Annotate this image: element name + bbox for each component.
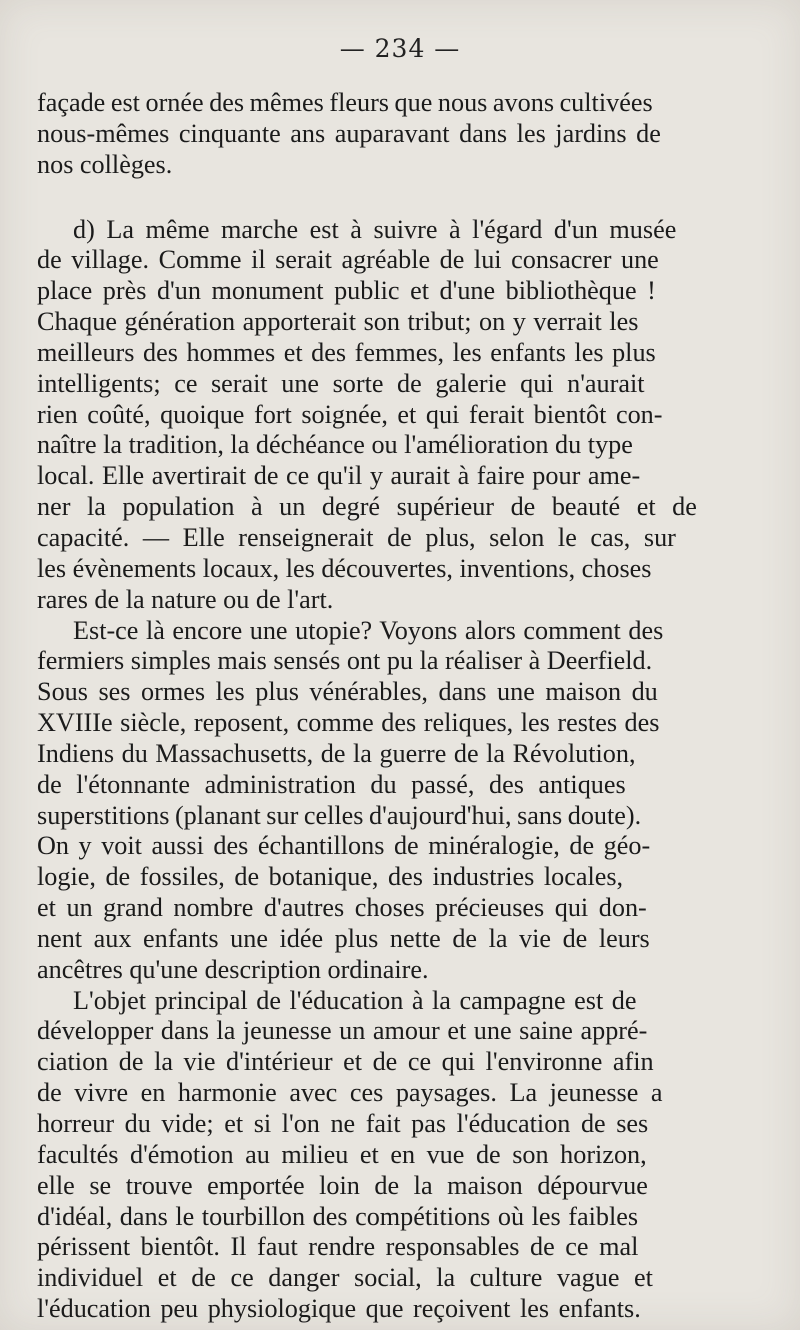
- text-line: Sous ses ormes les plus vénérables, dans une maison du: [37, 677, 658, 707]
- page-number: — 234 —: [339, 34, 461, 63]
- text-line: de l'étonnante administration du passé, des antiques: [37, 769, 626, 799]
- text-line: Est-ce là encore une utopie? Voyons alors comment des: [73, 615, 664, 645]
- text-line: Chaque génération apporterait son tribut; on y verrait les: [37, 307, 639, 337]
- text-line: rares de la nature ou de l'art.: [37, 584, 334, 614]
- text-line: naître la tradition, la déchéance ou l'amélioration du type: [37, 430, 633, 460]
- text-line: ancêtres qu'une description ordinaire.: [37, 954, 429, 984]
- text-line: d) La même marche est à suivre à l'égard d'un musée: [73, 214, 677, 244]
- text-line: façade est ornée des mêmes fleurs que nous avons cultivées: [37, 88, 653, 117]
- text-line: de village. Comme il serait agréable de lui consacrer une: [37, 245, 659, 275]
- text-line: horreur du vide; et si l'on ne fait pas l'éducation de ses: [37, 1109, 649, 1138]
- text-line: les évènements locaux, les découvertes, inventions, choses: [37, 553, 652, 583]
- body-text: [37, 88, 763, 1325]
- text-line: et un grand nombre d'autres choses précieuses qui don-: [37, 893, 647, 923]
- text-line: développer dans la jeunesse un amour et une saine appré-: [37, 1016, 648, 1046]
- text-line: elle se trouve emportée loin de la maison dépourvue: [37, 1170, 648, 1200]
- text-line: individuel et de ce danger social, la culture vague et: [37, 1263, 653, 1293]
- text-line: intelligents; ce serait une sorte de galerie qui n'aurait: [37, 368, 645, 398]
- text-line: ner la population à un degré supérieur de beauté et de: [37, 492, 697, 522]
- paragraph-gap: [37, 181, 763, 215]
- text-line: périssent bientôt. Il faut rendre responsables de ce mal: [37, 1232, 639, 1262]
- text-line: XVIIIe siècle, reposent, comme des reliques, les restes des: [37, 708, 660, 738]
- text-line: fermiers simples mais sensés ont pu la réaliser à Deerfield.: [37, 646, 653, 676]
- text-line: superstitions (planant sur celles d'aujourd'hui, sans doute).: [37, 800, 642, 830]
- text-line: L'objet principal de l'éducation à la campagne est de: [73, 985, 637, 1015]
- text-line: place près d'un monument public et d'une bibliothèque !: [37, 276, 656, 306]
- text-line: l'éducation peu physiologique que reçoivent les enfants.: [37, 1294, 641, 1324]
- text-line: nos collèges.: [37, 149, 173, 179]
- text-line: capacité. — Elle renseignerait de plus, selon le cas, sur: [37, 522, 676, 552]
- text-line: facultés d'émotion au milieu et en vue de son horizon,: [37, 1139, 647, 1169]
- text-line: Indiens du Massachusetts, de la guerre de la Révolution,: [37, 738, 636, 768]
- text-line: de vivre en harmonie avec ces paysages. La jeunesse a: [37, 1078, 663, 1108]
- text-line: nent aux enfants une idée plus nette de la vie de leurs: [37, 923, 650, 953]
- text-line: rien coûté, quoique fort soignée, et qui ferait bientôt con-: [37, 399, 663, 429]
- text-line: On y voit aussi des échantillons de minéralogie, de géo-: [37, 831, 651, 861]
- text-line: d'idéal, dans le tourbillon des compétitions où les faibles: [37, 1201, 639, 1231]
- text-line: nous-mêmes cinquante ans auparavant dans les jardins de: [37, 118, 661, 148]
- text-line: local. Elle avertirait de ce qu'il y aurait à faire pour ame-: [37, 461, 641, 491]
- text-line: ciation de la vie d'intérieur et de ce qui l'environne afin: [37, 1047, 654, 1077]
- text-line: logie, de fossiles, de botanique, des industries locales,: [37, 862, 624, 892]
- text-line: meilleurs des hommes et des femmes, les enfants les plus: [37, 337, 656, 367]
